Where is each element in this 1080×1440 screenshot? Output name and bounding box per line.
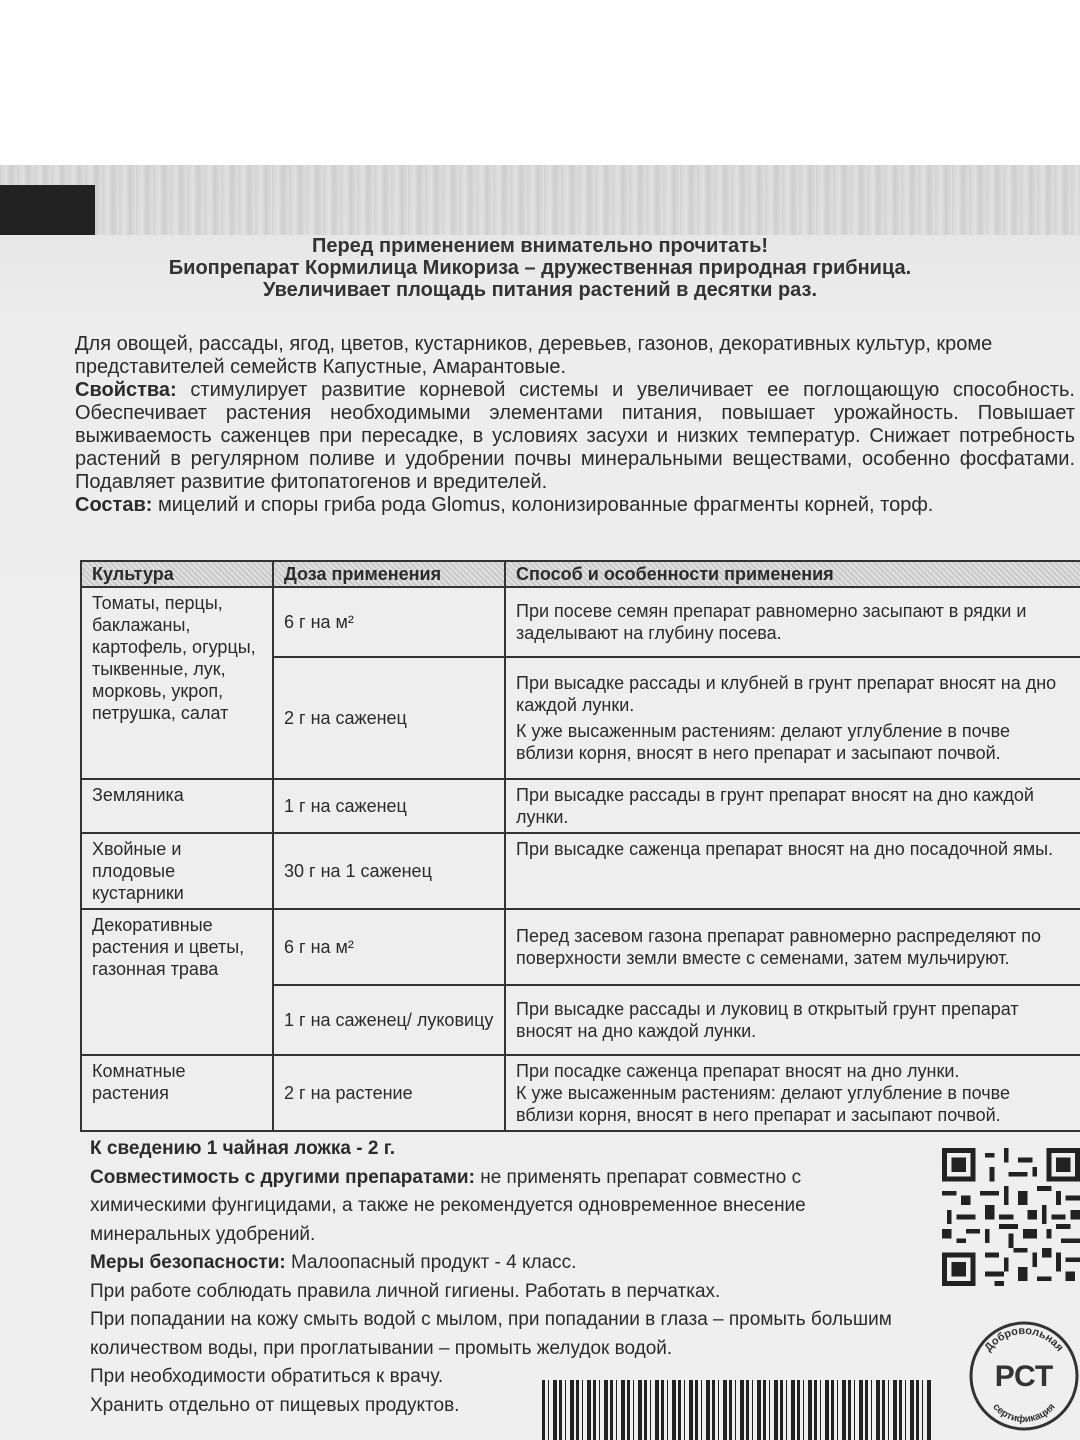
method-cell: При посеве семян препарат равномерно засыпают в рядки и заделывают на глубину посева. <box>505 587 1080 657</box>
dosage-table <box>80 560 1080 1132</box>
crop-cell: Комнатные растения <box>81 1055 273 1131</box>
compatibility-text: не применять препарат совместно с химическими фунгицидами, а также не рекомендуется одновременное внесение минеральных удобрений. <box>90 1166 806 1245</box>
dose-cell: 30 г на 1 саженец <box>273 833 505 909</box>
method-line: При посадке саженца препарат вносят на дно лунки. <box>516 1061 960 1081</box>
certification-mark-icon <box>968 1320 1080 1432</box>
method-cell: При высадке рассады и луковиц в открытый грунт препарат вносят на дно каждой лунки. <box>505 985 1080 1055</box>
teaspoon-note: К сведению 1 чайная ложка - 2 г. <box>90 1138 396 1159</box>
header-dose: Доза применения <box>273 561 505 587</box>
crop-cell: Декоративные растения и цветы, газонная трава <box>81 909 273 1055</box>
table-row <box>81 909 1080 985</box>
black-label-tab <box>0 185 95 235</box>
table-row <box>81 587 1080 657</box>
method-cell <box>505 1055 1080 1131</box>
intro-block <box>75 333 1075 517</box>
dose-cell: 6 г на м² <box>273 909 505 985</box>
safety-line: При работе соблюдать правила личной гигиены. Работать в перчатках. <box>90 1280 721 1302</box>
cert-ring-bottom: сертификация <box>990 1401 1058 1426</box>
composition-paragraph <box>75 494 1075 517</box>
composition-label: Состав: <box>75 494 153 516</box>
crop-cell: Томаты, перцы, баклажаны, картофель, огурцы, тыквенные, лук, морковь, укроп, петрушка, салат <box>81 587 273 779</box>
package-back <box>0 165 1080 1440</box>
method-line: К уже высаженным растениям: делают углубление в почве вблизи корня, вносят в него препарат и засыпают почвой. <box>516 721 1011 763</box>
table-row <box>81 833 1080 909</box>
properties-paragraph <box>75 379 1075 494</box>
method-cell <box>505 657 1080 779</box>
properties-label: Свойства: <box>75 379 177 401</box>
qr-code <box>942 1148 1080 1286</box>
crop-cell: Земляника <box>81 779 273 833</box>
header-subtitle: Увеличивает площадь питания растений в десятки раз. <box>262 279 818 301</box>
composition-text: мицелий и споры гриба рода Glomus, колонизированные фрагменты корней, торф. <box>152 494 934 516</box>
crop-cell: Хвойные и плодовые кустарники <box>81 833 273 909</box>
cert-ring-top: Добровольная <box>982 1324 1066 1354</box>
safety-line: При попадании на кожу смыть водой с мылом, при попадании в глаза – промыть большим количеством воды, при проглатывании – промыть желудок водой. <box>90 1309 892 1359</box>
method-line: К уже высаженным растениям: делают углубление в почве вблизи корня, вносят в него препарат и засыпают почвой. <box>516 1083 1011 1125</box>
dose-cell: 1 г на саженец <box>273 779 505 833</box>
safety-text: Малоопасный продукт - 4 класс. <box>285 1252 577 1273</box>
table-row <box>81 779 1080 833</box>
heat-seal-strip <box>0 165 1080 235</box>
table-row <box>81 1055 1080 1131</box>
safety-paragraph <box>90 1249 920 1278</box>
header-method: Способ и особенности применения <box>505 561 1080 587</box>
method-cell: При высадке саженца препарат вносят на дно посадочной ямы. <box>505 833 1080 909</box>
usage-text: Для овощей, рассады, ягод, цветов, кустарников, деревьев, газонов, декоративных культур, кроме представителей семейств Капустные, Амарантовые. <box>75 333 993 378</box>
dose-cell: 6 г на м² <box>273 587 505 657</box>
safety-label: Меры безопасности: <box>90 1252 286 1273</box>
cert-mark: РСТ <box>994 1360 1054 1393</box>
compatibility-paragraph <box>90 1164 920 1250</box>
dose-cell: 2 г на саженец <box>273 657 505 779</box>
method-line: При высадке рассады и клубней в грунт препарат вносят на дно каждой лунки. <box>516 673 1057 715</box>
method-cell: Перед засевом газона препарат равномерно распределяют по поверхности земли вместе с семенами, затем мульчируют. <box>505 909 1080 985</box>
compatibility-label: Совместимость с другими препаратами: <box>90 1166 475 1188</box>
method-cell: При высадке рассады в грунт препарат вносят на дно каждой лунки. <box>505 779 1080 833</box>
header-crop: Культура <box>81 561 273 587</box>
safety-line: При необходимости обратиться к врачу. <box>90 1366 444 1387</box>
dose-cell: 1 г на саженец/ луковицу <box>273 985 505 1055</box>
footer-block <box>90 1135 920 1420</box>
table-header-row <box>81 561 1080 587</box>
dose-cell: 2 г на растение <box>273 1055 505 1131</box>
header-product-title: Биопрепарат Кормилица Микориза – дружественная природная грибница. <box>168 257 912 279</box>
barcode <box>542 1380 932 1440</box>
properties-text: стимулирует развитие корневой системы и увеличивает ее поглощающую способность. Обеспечивает растения необходимыми элементами питания, повышает урожайность. Повышает выживаемость саженцев при пересадке, в условиях засухи и низких температур. Снижает потребность растений в регулярном поливе и удобрении почвы минеральными веществами, особенно фосфатами. Подавляет развитие фитопатогенов и вредителей. <box>75 379 1075 493</box>
storage-line: Хранить отдельно от пищевых продуктов. <box>90 1394 460 1416</box>
header-warning: Перед применением внимательно прочитать! <box>311 235 769 257</box>
